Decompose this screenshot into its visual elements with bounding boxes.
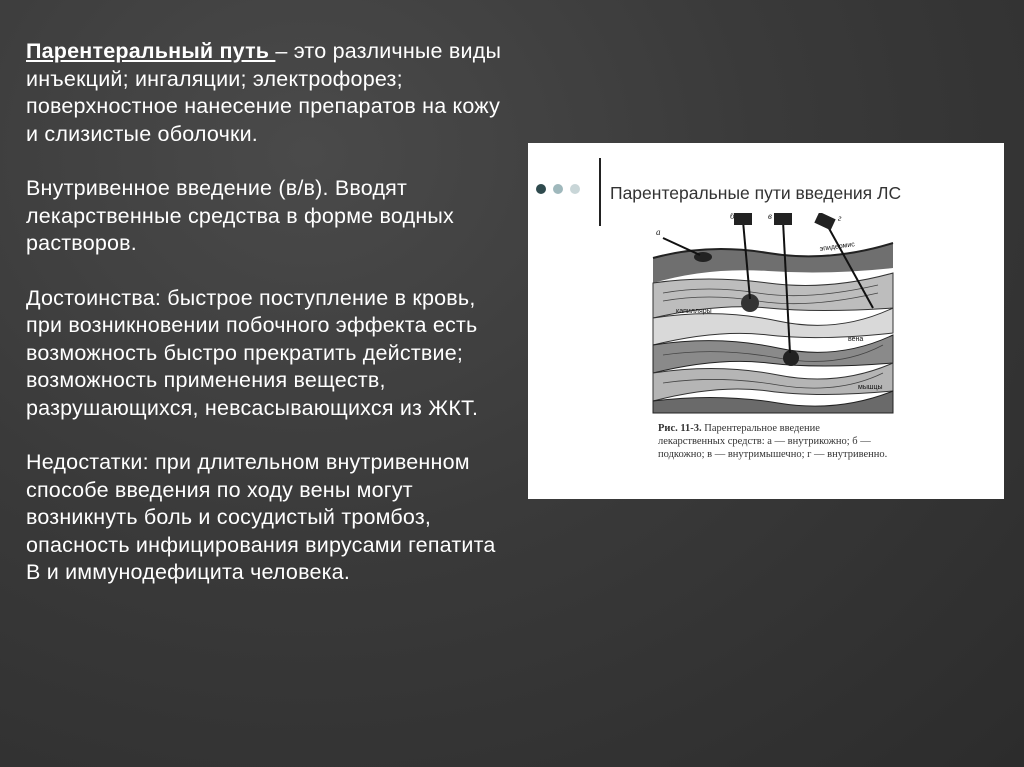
label-v: в <box>768 213 772 221</box>
syringe-g <box>814 213 835 230</box>
syringe-v <box>774 213 792 225</box>
figure-title: Парентеральные пути введения ЛС <box>610 183 902 203</box>
title-divider <box>599 158 601 226</box>
label-g: г <box>838 213 842 223</box>
dot-light <box>570 184 580 194</box>
intramuscular-depot <box>783 350 799 366</box>
label-b: б <box>730 213 735 221</box>
skin-layers-illustration <box>648 213 898 418</box>
term-parenteral: Парентеральный путь <box>26 39 276 63</box>
paragraph-intravenous: Внутривенное введение (в/в). Вводят лекарственные средства в форме водных растворов. <box>26 176 455 255</box>
syringe-b <box>734 213 752 225</box>
parenteral-routes-figure <box>528 143 1004 499</box>
decorative-dots <box>536 184 580 194</box>
dot-dark <box>536 184 546 194</box>
figure-caption <box>658 422 888 461</box>
label-capillaries: капилляры <box>676 308 712 315</box>
label-a: а <box>656 227 661 237</box>
paragraph-advantages: Достоинства: быстрое поступление в кровь, при возникновении побочного эффекта есть возможность быстро прекратить действие; возможность применения веществ, разрушающихся, невсасывающихся из ЖКТ. <box>26 285 479 420</box>
caption-text: Парентеральное введение лекарственных средств: а — внутрикожно; б — подкожно; в — внутримышечно; г — внутривенно. <box>658 423 888 460</box>
slide-text <box>26 38 516 614</box>
definition-text: – это различные виды инъекций; ингаляции; электрофорез; поверхностное нанесение препаратов на кожу и слизистые оболочки. <box>26 39 502 146</box>
deep-muscle-layer <box>653 391 893 413</box>
label-muscles: мышцы <box>858 384 883 391</box>
muscle-layer <box>653 363 893 401</box>
label-epidermis: эпидермис <box>819 241 856 253</box>
paragraph-definition <box>26 38 516 148</box>
caption-figure-number: Рис. 11-3. <box>658 423 702 434</box>
paragraph-disadvantages: Недостатки: при длительном внутривенном способе введения по ходу вены могут возникнуть боль и сосудистый тромбоз, опасность инфицирования вирусами гепатита В и иммунодефицита человека. <box>26 450 496 584</box>
label-vein: вена <box>848 336 864 343</box>
dot-mid <box>553 184 563 194</box>
